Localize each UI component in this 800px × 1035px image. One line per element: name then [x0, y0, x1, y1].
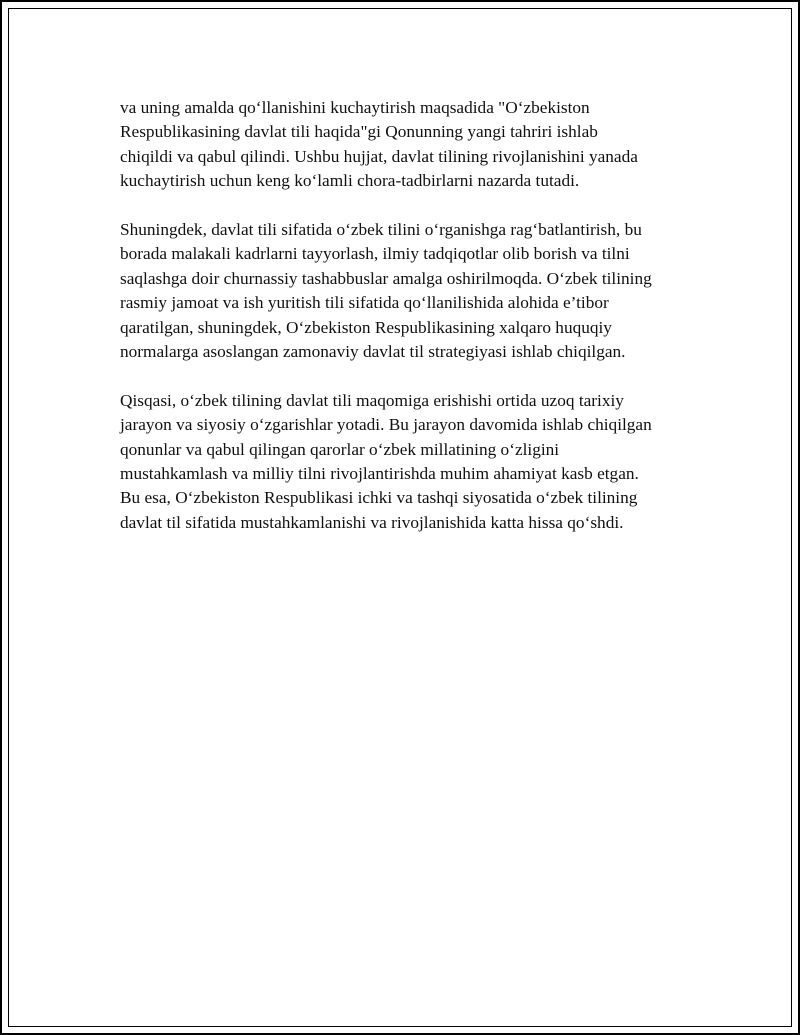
- paragraph-3: Qisqasi, o‘zbek tilining davlat tili maqomiga erishishi ortida uzoq tarixiy jarayon va siyosiy o‘zgarishlar yotadi. Bu jarayon davomida ishlab chiqilgan qonunlar va qabul qilingan qarorlar o‘zbek millatining o‘zligini mustahkamlash va milliy tilni rivojlantirishda muhim ahamiyat kasb etgan. Bu esa, O‘zbekiston Respublikasi ichki va tashqi siyosatida o‘zbek tilining davlat til sifatida mustahkamlanishi va rivojlanishida katta hissa qo‘shdi.: [120, 390, 652, 532]
- paragraph-1: va uning amalda qo‘llanishini kuchaytirish maqsadida "O‘zbekiston Respublikasining davlat tili haqida"gi Qonunning yangi tahriri ishlab chiqildi va qabul qilindi. Ushbu hujjat, davlat tilining rivojlanishini yanada kuchaytirish uchun keng ko‘lamli chora-tadbirlarni nazarda tutadi.: [120, 98, 638, 191]
- paragraph-2: Shuningdek, davlat tili sifatida o‘zbek tilini o‘rganishga rag‘batlantirish, bu borada malakali kadrlarni tayyorlash, ilmiy tadqiqotlar olib borish va tilni saqlashga doir churnassiy tashabbuslar amalga oshirilmoqda. O‘zbek tilining rasmiy jamoat va ish yuritish tili sifatida qo‘llanilishida alohida e’tibor qaratilgan, shuningdek, O‘zbekiston Respublikasining xalqaro huquqiy normalarga asoslangan zamonaviy davlat til strategiyasi ishlab chiqilgan.: [120, 220, 652, 362]
- document-body: [120, 96, 700, 535]
